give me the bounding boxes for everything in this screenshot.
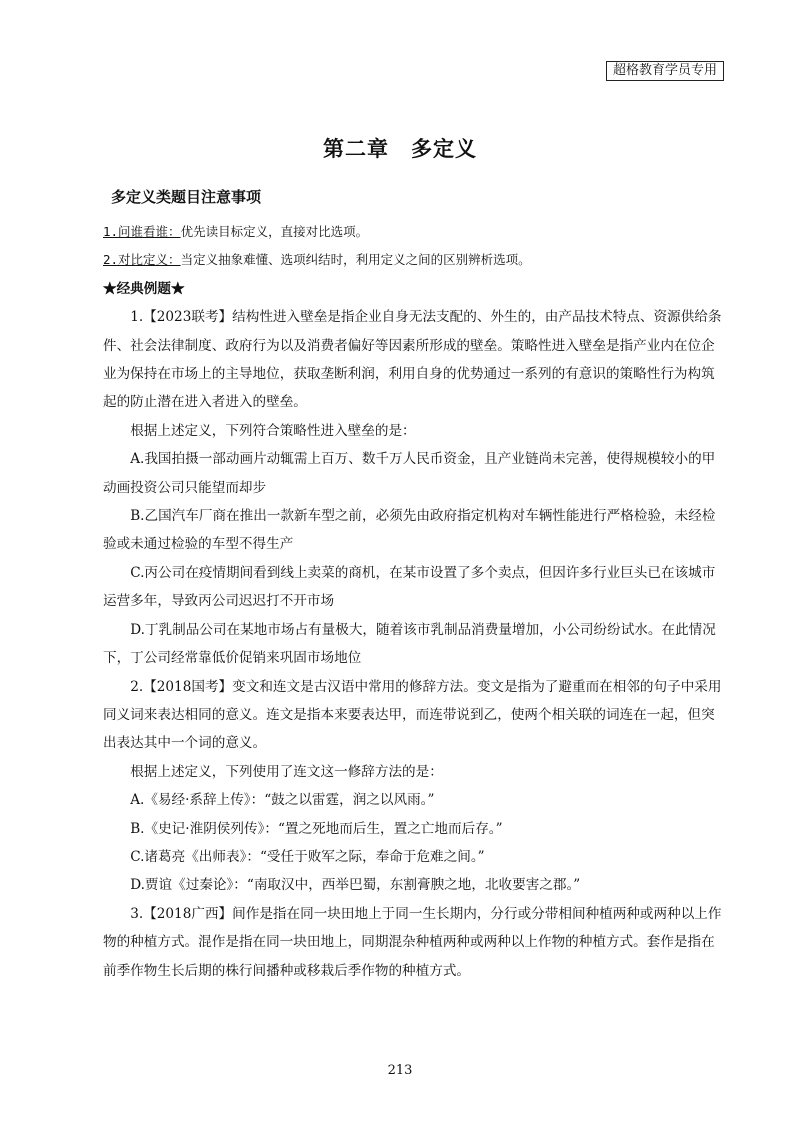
- tip-item: [103, 218, 723, 246]
- tip-text: 优先读目标定义，直接对比选项。: [180, 224, 369, 239]
- page-number: 213: [387, 1063, 413, 1078]
- option-c: C.丙公司在疫情期间看到线上卖菜的商机，在某市设置了多个卖点，但因许多行业巨头已在该城市运营多年，导致丙公司迟迟打不开市场: [103, 564, 716, 610]
- examples-heading: ★经典例题★: [103, 280, 185, 297]
- section-title: 多定义类题目注意事项: [111, 188, 262, 206]
- tip-label: 2.对比定义：: [103, 252, 181, 268]
- page-content: [103, 218, 723, 985]
- tip-item: [103, 246, 723, 274]
- tip-text: 当定义抽象难懂、选项纠结时，利用定义之间的区别辨析选项。: [180, 252, 531, 268]
- option-b: B.乙国汽车厂商在推出一款新车型之前，必须先由政府指定机构对车辆性能进行严格检验，未经检验或未通过检验的车型不得生产: [103, 508, 716, 553]
- question-prompt: 根据上述定义，下列使用了连文这一修辞方法的是：: [130, 763, 443, 780]
- watermark-label: 超格教育学员专用: [606, 61, 724, 81]
- question-prompt: 根据上述定义，下列符合策略性进入壁垒的是：: [130, 422, 416, 439]
- question-stem: 2.【2018国考】变文和连文是古汉语中常用的修辞方法。变文是指为了避重而在相邻的句子中采用同义词来表达相同的意义。连文是指本来要表达甲，而连带说到乙，使两个相关联的词连在一起，但突出表达其中一个词的意义。: [103, 678, 722, 752]
- option-d: D.贾谊《过秦论》：“南取汉中，西举巴蜀，东割膏腴之地，北收要害之郡。”: [130, 877, 581, 894]
- tip-label: 1.问谁看谁：: [103, 224, 181, 239]
- option-b: B.《史记·淮阴侯列传》：“置之死地而后生，置之亡地而后存。”: [130, 820, 503, 837]
- option-d: D.丁乳制品公司在某地市场占有量极大，随着该市乳制品消费量增加，小公司纷纷试水。在此情况下，丁公司经常靠低价促销来巩固市场地位: [103, 621, 716, 667]
- question-stem: 3.【2018广西】间作是指在同一块田地上于同一生长期内，分行或分带相间种植两种或两种以上作物的种植方式。混作是指在同一块田地上，同期混杂种植两种或两种以上作物的种植方式。套作是指在前季作物生长后期的株行间播种或移栽后季作物的种植方式。: [103, 905, 722, 979]
- chapter-title: 第二章 多定义: [323, 136, 477, 161]
- option-c: C.诸葛亮《出师表》：“受任于败军之际，奉命于危难之间。”: [130, 848, 485, 865]
- question-stem: 1.【2023联考】结构性进入壁垒是指企业自身无法支配的、外生的，由产品技术特点、资源供给条件、社会法律制度、政府行为以及消费者偏好等因素所形成的壁垒。策略性进入壁垒是指产业内在位企业为保持在市场上的主导地位，获取垄断利润，利用自身的优势通过一系列的有意识的策略性行为构筑起的防止潜在进入者进入的壁垒。: [103, 309, 722, 411]
- option-a: A.我国拍摄一部动画片动辄需上百万、数千万人民币资金，且产业链尚未完善，使得规模较小的甲动画投资公司只能望而却步: [103, 451, 716, 496]
- option-a: A.《易经·系辞上传》：“鼓之以雷霆，润之以风雨。”: [130, 792, 435, 809]
